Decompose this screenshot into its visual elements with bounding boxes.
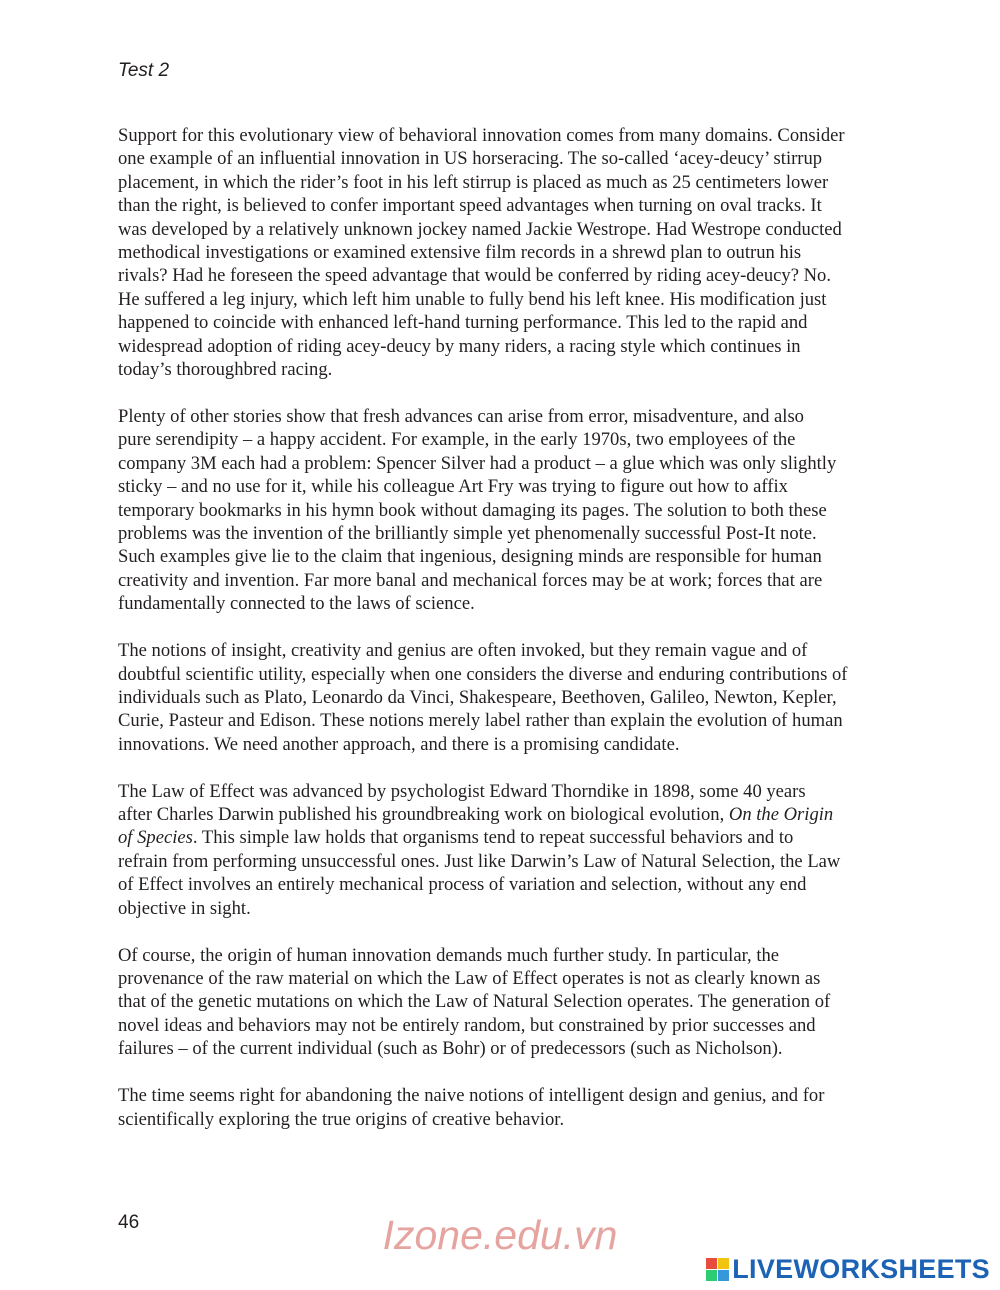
text-line: Of course, the origin of human innovation demands much further study. In particular, the [118,944,780,966]
text-line: pure serendipity – a happy accident. For example, in the early 1970s, two employees of the [118,429,796,451]
book-title-italic: of Species [118,827,193,849]
logo-square [718,1270,729,1281]
text-line: Curie, Pasteur and Edison. These notions merely label rather than explain the evolution of human [118,710,843,732]
text-line: innovations. We need another approach, and there is a promising candidate. [118,733,680,755]
text-line: that of the genetic mutations on which the Law of Natural Selection operates. The generation of [118,991,831,1013]
logo-square [706,1258,717,1269]
text-line: The time seems right for abandoning the naive notions of intelligent design and genius, and for [118,1085,825,1107]
text-line: methodical investigations or examined extensive film records in a shrewd plan to outrun his [118,242,802,264]
book-title-italic: On the Origin [728,804,834,826]
text-line: Support for this evolutionary view of behavioral innovation comes from many domains. Consider [118,125,845,146]
text-line: scientifically exploring the true origins of creative behavior. [118,1108,565,1130]
liveworksheets-icon [706,1258,729,1281]
paragraph-4 [118,780,918,920]
text-line: problems was the invention of the brilliantly simple yet phenomenally successful Post-It note. [118,523,817,544]
liveworksheets-logo[interactable] [706,1254,990,1285]
text-line: doubtful scientific utility, especially when one considers the diverse and enduring contributions of [118,663,848,685]
liveworksheets-logo-text: LIVEWORKSHEETS [732,1254,990,1284]
text-line [118,803,918,826]
text-line: was developed by a relatively unknown jockey named Jackie Westrope. Had Westrope conducted [118,218,842,240]
text-line: fundamentally connected to the laws of science. [118,593,475,615]
paragraph-3 [118,639,918,756]
text-line: of Effect involves an entirely mechanical process of variation and selection, without any end [118,874,807,896]
article-body [118,124,918,1154]
logo-square [706,1270,717,1281]
text-line: provenance of the raw material on which the Law of Effect operates is not as clearly known as [118,968,821,989]
text-line: creativity and invention. Far more banal and mechanical forces may be at work; forces that are [118,569,823,591]
paragraph-6 [118,1084,918,1131]
page-number: 46 [118,1212,140,1233]
text-line: rivals? Had he foreseen the speed advantage that would be conferred by riding acey-deucy? No. [118,265,831,287]
text-line: temporary bookmarks in his hymn book without damaging its pages. The solution to both these [118,499,827,521]
text-line: today’s thoroughbred racing. [118,359,333,381]
text-line: failures – of the current individual (such as Bohr) or of predecessors (such as Nicholson). [118,1038,783,1060]
text-segment: . This simple law holds that organisms tend to repeat successful behaviors and to [192,827,794,849]
text-line: The Law of Effect was advanced by psychologist Edward Thorndike in 1898, some 40 years [118,780,806,802]
text-line: widespread adoption of riding acey-deucy by many riders, a racing style which continues in [118,335,801,357]
text-line: Such examples give lie to the claim that ingenious, designing minds are responsible for human [118,546,822,568]
text-line: Plenty of other stories show that fresh advances can arise from error, misadventure, and also [118,405,804,427]
watermark-text: Izone.edu.vn [382,1212,618,1258]
text-line: He suffered a leg injury, which left him unable to fully bend his left knee. His modification just [118,288,827,310]
logo-square [718,1258,729,1269]
text-line: refrain from performing unsuccessful ones. Just like Darwin’s Law of Natural Selection, the Law [118,850,841,872]
text-line: individuals such as Plato, Leonardo da Vinci, Shakespeare, Beethoven, Galileo, Newton, Kepler, [118,686,837,708]
page-header-title: Test 2 [118,60,170,81]
paragraph-5 [118,944,918,1061]
paragraph-1 [118,124,918,381]
text-line: happened to coincide with enhanced left-hand turning performance. This led to the rapid and [118,312,808,334]
text-segment: after Charles Darwin published his groundbreaking work on biological evolution, [118,804,729,826]
text-line: objective in sight. [118,897,251,919]
text-line: one example of an influential innovation in US horseracing. The so-called ‘acey-deucy’ stirrup [118,148,823,170]
text-line: The notions of insight, creativity and genius are often invoked, but they remain vague and of [118,640,808,662]
paragraph-2 [118,405,918,616]
text-line: placement, in which the rider’s foot in his left stirrup is placed as much as 25 centimeters lower [118,171,829,193]
text-line: sticky – and no use for it, while his colleague Art Fry was trying to figure out how to affix [118,476,788,498]
text-line [118,826,918,849]
text-line: company 3M each had a problem: Spencer Silver had a product – a glue which was only slightly [118,452,837,474]
text-line: than the right, is believed to confer important speed advantages when turning on oval tracks. It [118,195,822,217]
text-line: novel ideas and behaviors may not be entirely random, but constrained by prior successes and [118,1014,816,1036]
